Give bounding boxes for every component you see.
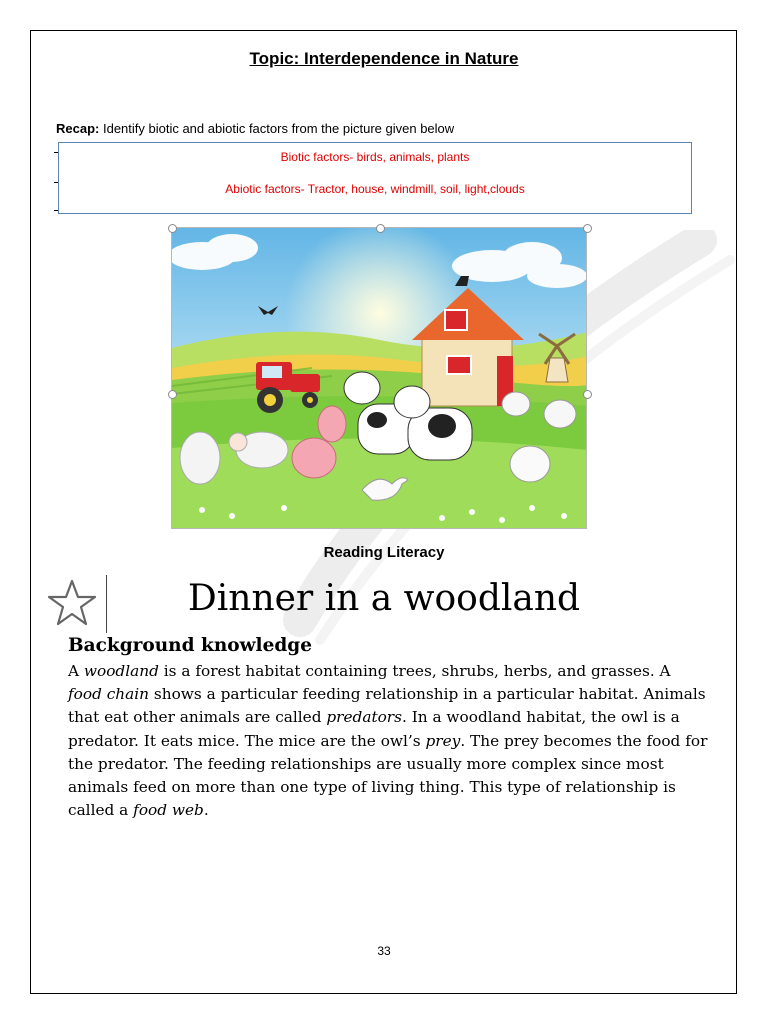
recap-text: Identify biotic and abiotic factors from the picture given below <box>99 121 455 136</box>
recap-instruction <box>56 121 454 136</box>
recap-label: Recap: <box>56 121 100 136</box>
page-number: 33 <box>377 944 391 958</box>
biotic-factors-answer: Biotic factors- birds, animals, plants <box>280 150 470 164</box>
background-knowledge-heading: Background knowledge <box>68 635 312 656</box>
term-woodland: woodland <box>83 662 159 680</box>
term-prey: prey <box>425 731 461 750</box>
resize-handle[interactable] <box>583 390 592 399</box>
abiotic-factors-answer: Abiotic factors- Tractor, house, windmill, soil, light,clouds <box>225 182 525 196</box>
page-title: Topic: Interdependence in Nature <box>249 49 519 68</box>
resize-handle[interactable] <box>583 224 592 233</box>
farm-scene-illustration[interactable] <box>171 227 587 529</box>
term-food-chain: food chain <box>68 685 150 704</box>
background-knowledge-paragraph: A woodland is a forest habitat containing trees, shrubs, herbs, and grasses. A food chain shows a particular feeding relationship in a particular habitat. Animals that eat other animals are called predators. In a woodland habitat, the owl is a predator. It eats mice. The mice are the owl’s prey. The prey becomes the food for the predator. The feeding relationships are usually more complex since most animals feed on more than one type of living thing. This type of relationship is called a food web. <box>68 662 708 820</box>
term-predators: predators <box>326 708 402 727</box>
article-title: Dinner in a woodland <box>187 578 581 619</box>
term-food-web: food web <box>133 801 204 820</box>
reading-literacy-heading: Reading Literacy <box>323 544 445 561</box>
resize-handle[interactable] <box>168 224 177 233</box>
resize-handle[interactable] <box>168 390 177 399</box>
resize-handle[interactable] <box>376 224 385 233</box>
answer-text-box[interactable] <box>58 142 692 214</box>
